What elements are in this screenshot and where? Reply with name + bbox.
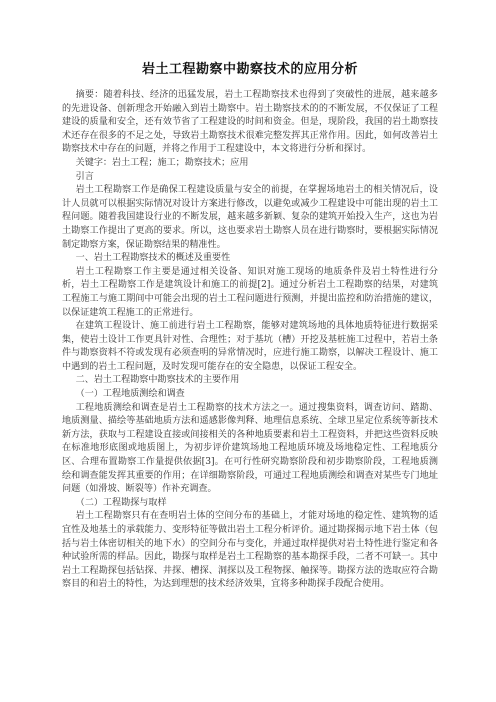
subsection-1-paragraph: 工程地质测绘和调查是岩土工程勘察的技术方法之一。通过搜集资料，调查访问、踏勘、地质测量、描绘等基础地质方法和遥感影像判释、地理信息系统、全球卫星定位系统等新技术新方法，获取与工程建设直接或间接相关的各种地质要素和岩土工程资料，并把这些资料反映在标准地形底图或地质图上，为初步评价建筑场地工程地质环境及场地稳定性、工程地质分区、合理布置勘察工作量提供依据[3]。在可行性研究勘察阶段和初步勘察阶段，工程地质测绘和调查能发挥其重要的作用；在详细勘察阶段，可通过工程地质测绘和调查对某些专门地址问题（如滑坡、断裂等）作补充调查。: [62, 402, 438, 495]
intro-heading: 引言: [75, 171, 94, 182]
subsection-2-paragraph: 岩土工程勘察只有在查明岩土体的空间分布的基础上，才能对场地的稳定性、建筑物的适宜性及地基土的承载能力、变形特征等做出岩土工程分析评价。通过勘探揭示地下岩土体（包括与岩土体密切相关的地下水）的空间分布与变化，并通过取样提供对岩土特性进行鉴定和各种试验所需的样品。因此，勘探与取样是岩土工程勘察的基本勘探手段，二者不可缺一。其中岩土工程勘探包括钻探、井探、槽探、洞探以及工程物探、触探等。勘探方法的选取应符合勘察目的和岩土的特性，为达到理想的技术经济效果，宜将多种勘探手段配合使用。: [62, 511, 438, 590]
abstract-paragraph: 摘要：随着科技、经济的迅猛发展，岩土工程勘察技术也得到了突破性的进展，越来越多的先进设备、创新理念开始融入到岩土勘察中。岩土勘察技术的的不断发展，不仅保证了工程建设的质量和安全，还有效节省了工程建设的时间和资金。但是，现阶段，我国的岩土勘察技术还存在很多的不足之处，导致岩土勘察技术很难完整发挥其正常作用。因此，如何改善岩土勘察技术中存在的问题，并将之作用于工程建设中，本文将进行分析和探讨。: [62, 90, 438, 155]
section-1-paragraph-2: 在建筑工程设计、施工前进行岩土工程勘察，能够对建筑场地的具体地质特征进行数据采集，使岩土设计工作更具针对性、合理性；对于基坑（槽）开挖及基桩施工过程中，若岩土条件与勘察资料不符或发现有必须查明的异常情况时，应进行施工勘察，以解决工程设计、施工中遇到的岩土工程问题，及时发现可能存在的安全隐患，以保证工程安全。: [62, 321, 438, 372]
section-1-heading: 一、岩土工程勘察技术的概述及重要性: [75, 253, 231, 264]
paper-body: [62, 89, 438, 592]
section-1-paragraph-1: 岩土工程勘察工作主要是通过相关设备、知识对施工现场的地质条件及岩土特性进行分析，岩土工程勘察工作是建筑设计和施工的前提[2]。通过分析岩土工程勘察的结果，对建筑工程施工与施工期间中可能会出现的岩土工程问题进行预测，并提出监控和防治措施的建议，以保证建筑工程施工的正常进行。: [62, 266, 438, 318]
paper-title: 岩土工程勘察中勘察技术的应用分析: [141, 62, 358, 77]
subsection-2-heading: （二）工程勘探与取样: [75, 497, 167, 508]
intro-paragraph: 岩土工程勘察工作是确保工程建设质量与安全的前提，在掌握场地岩土的相关情况后，设计人员就可以根据实际情况对设计方案进行修改，以避免或减少工程建设中可能出现的岩土工程问题。随着我国建设行业的不断发展，越来越多新颖、复杂的建筑开始投入生产，这也为岩土勘察工作提出了更高的要求。所以，这也要求岩土勘察人员在进行勘察时，要根据实际情况制定勘察方案，保证勘察结果的精准性。: [62, 185, 438, 250]
keywords-line: 关键字：岩土工程；施工；勘察技术；应用: [75, 157, 249, 168]
subsection-1-heading: （一）工程地质测绘和调查: [75, 389, 185, 400]
section-2-heading: 二、岩土工程勘察中勘察技术的主要作用: [75, 375, 240, 386]
